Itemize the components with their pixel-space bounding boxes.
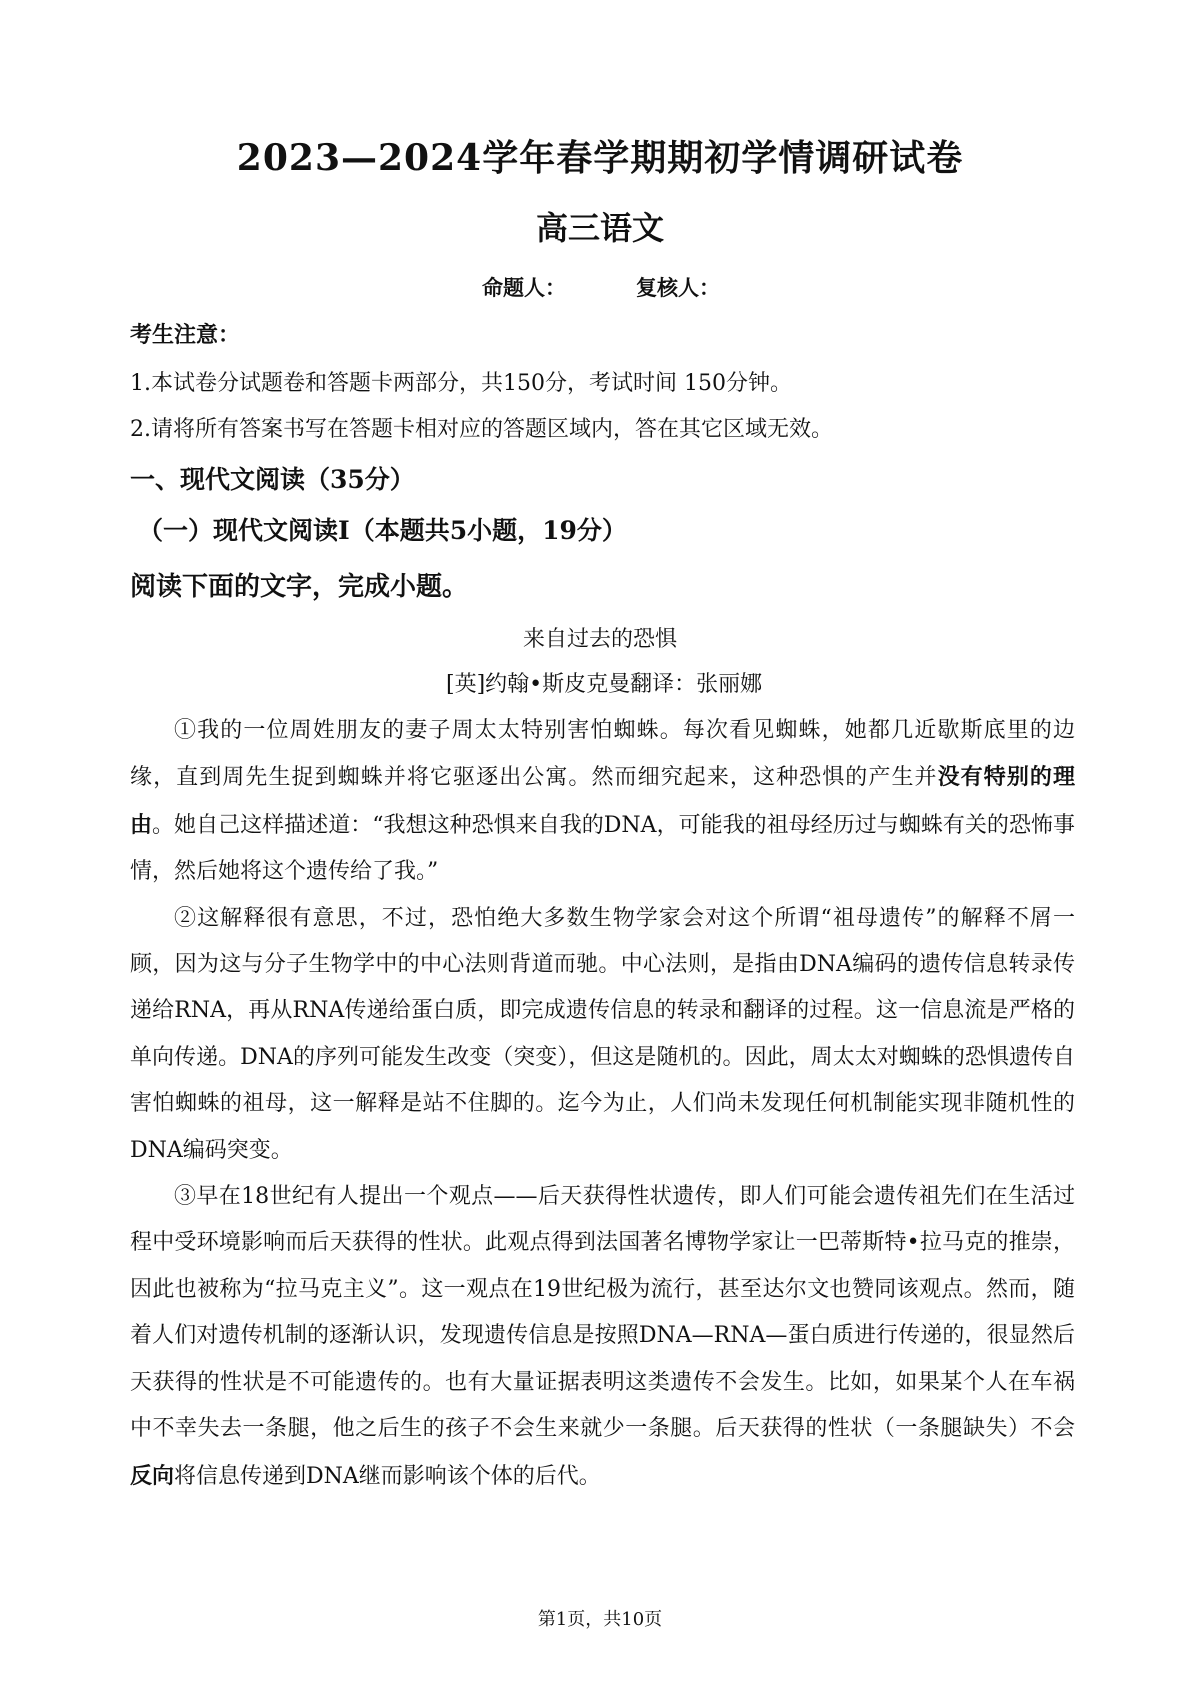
section-heading: 一、现代文阅读（35分）	[130, 465, 415, 494]
emphasis-text: 反向	[130, 1462, 175, 1489]
paragraph-3: ③早在18世纪有人提出一个观点——后天获得性状遗传，即人们可能会遗传祖先们在生活过程中受环境影响而后天获得的性状。此观点得到法国著名博物学家让一巴蒂斯特•拉马克的推崇，因此也被称为“拉马克主义”。这一观点在19世纪极为流行，甚至达尔文也赞同该观点。然而，随着人们对遗传机制的逐渐认识，发现遗传信息是按照DNA—RNA—蛋白质进行传递的，很显然后天获得的性状是不可能遗传的。也有大量证据表明这类遗传不会发生。比如，如果某个人在车祸中不幸失去一条腿，他之后生的孩子不会生来就少一条腿。后天获得的性状（一条腿缺失）不会反向将信息传递到DNA继而影响该个体的后代。	[130, 1184, 1075, 1489]
notice-item: 1.本试卷分试题卷和答题卡两部分，共150分，考试时间 150分钟。	[130, 371, 792, 396]
setter-label: 命题人：	[482, 275, 566, 300]
reviewer-label: 复核人：	[636, 275, 720, 300]
authors-line	[482, 272, 720, 302]
exam-subtitle: 高三语文	[535, 209, 664, 247]
emphasis-text: 没有特别的理由	[130, 764, 1075, 838]
notice-heading: 考生注意：	[130, 322, 241, 348]
article-title: 来自过去的恐惧	[522, 627, 677, 652]
exam-title: 2023—2024学年春学期期初学情调研试卷	[236, 137, 964, 179]
article-author: [英]约翰•斯皮克曼翻译：张丽娜	[446, 672, 763, 697]
paragraph-2: ②这解释很有意思，不过，恐怕绝大多数生物学家会对这个所谓“祖母遗传”的解释不屑一顾，因为这与分子生物学中的中心法则背道而驰。中心法则，是指由DNA编码的遗传信息转录传递给RNA，再从RNA传递给蛋白质，即完成遗传信息的转录和翻译的过程。这一信息流是严格的单向传递。DNA的序列可能发生改变（突变），但这是随机的。因此，周太太对蜘蛛的恐惧遗传自害怕蜘蛛的祖母，这一解释是站不住脚的。迄今为止，人们尚未发现任何机制能实现非随机性的DNA编码突变。	[130, 905, 1075, 1163]
paragraph-1: ①我的一位周姓朋友的妻子周太太特别害怕蜘蛛。每次看见蜘蛛，她都几近歇斯底里的边缘，直到周先生捉到蜘蛛并将它驱逐出公寓。然而细究起来，这种恐惧的产生并没有特别的理由。她自己这样描述道：“我想这种恐惧来自我的DNA，可能我的祖母经历过与蜘蛛有关的恐怖事情，然后她将这个遗传给了我。”	[130, 718, 1075, 885]
reading-instruction: 阅读下面的文字，完成小题。	[130, 572, 469, 602]
subsection-heading: （一）现代文阅读Ⅰ（本题共5小题，19分）	[138, 516, 627, 545]
page-number: 第1页，共10页	[537, 1609, 663, 1630]
article-body	[130, 708, 1075, 1500]
notice-item: 2.请将所有答案书写在答题卡相对应的答题区域内，答在其它区域无效。	[130, 417, 833, 442]
